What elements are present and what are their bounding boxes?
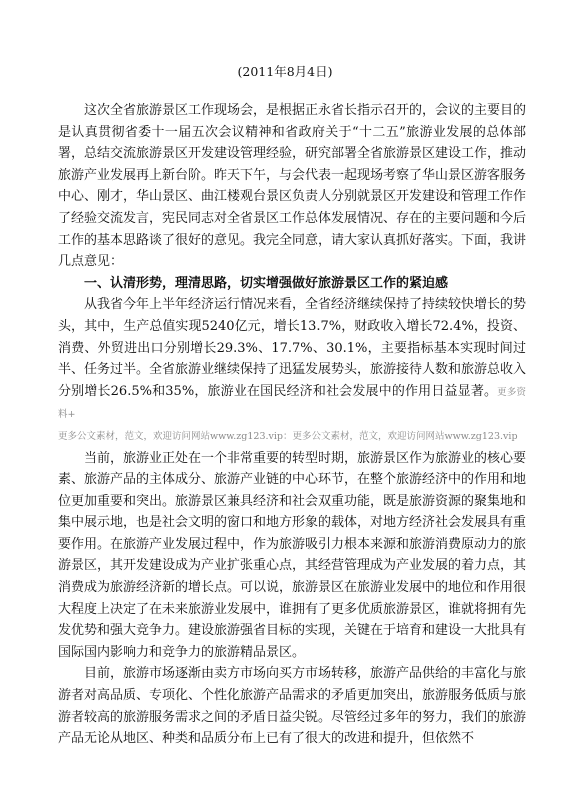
economy-paragraph — [58, 294, 526, 426]
economy-paragraph-text: 从我省今年上半年经济运行情况来看，全省经济继续保持了持续较快增长的势头，其中，生产总值实现5240亿元，增长13.7%，财政收入增长72.4%，投资、消费、外贸进出口分别增长29.3%、17.7%、30.1%，主要指标基本实现时间过半、任务过半。全省旅游业继续保持了迅猛发展势头，旅游接待人数和旅游总收入分别增长26.5%和35%，旅游业在国民经济和社会发展中的作用日益显著。 — [58, 297, 527, 399]
intro-paragraph: 这次全省旅游景区工作现场会，是根据正永省长指示召开的，会议的主要目的是认真贯彻省委十一届五次会议精神和省政府关于“十二五”旅游业发展的总体部署，总结交流旅游景区开发建设管理经验，研究部署全省旅游景区建设工作，推动旅游产业发展再上新台阶。昨天下午，与会代表一起现场考察了华山景区游客服务中心、刚才，华山景区、曲江楼观台景区负责人分别就景区开发建设和管理工作作了经验交流发言，宪民同志对全省景区工作总体发展情况、存在的主要问题和今后工作的基本思路谈了很好的意见。我完全同意，请大家认真抓好落实。下面，我讲几点意见： — [58, 103, 527, 270]
market-paragraph: 目前，旅游市场逐渐由卖方市场向买方市场转移，旅游产品供给的丰富化与旅游者对高品质、专项化、个性化旅游产品需求的矛盾更加突出，旅游服务低质与旅游者较高的旅游服务需求之间的矛盾日益尖锐。尽管经过多年的努力，我们的旅游产品无论从地区、种类和品质分布上已有了很大的改进和提升，但依然不 — [58, 666, 527, 747]
watermark-line: 更多公文素材，范文，欢迎访问网站www.zg123.vip：更多公文素材，范文，欢迎访问网站www.zg123.vip — [58, 430, 518, 442]
speech-date: (2011年8月4日) — [237, 64, 333, 79]
watermark-tail: 更多资料+ — [58, 386, 526, 421]
section-heading-1: 一、认清形势，理清思路，切实增强做好旅游景区工作的紧迫感 — [84, 275, 449, 291]
document-body — [58, 100, 526, 750]
transition-paragraph: 当前，旅游业正处在一个非常重要的转型时期，旅游景区作为旅游业的核心要素、旅游产品的主体成分、旅游产业链的中心环节，在整个旅游经济中的作用和地位更加重要和突出。旅游景区兼具经济和社会双重功能，既是旅游资源的聚集地和集中展示地，也是社会文明的窗口和地方形象的载体，对地方经济社会发展具有重要作用。在旅游产业发展过程中，作为旅游吸引力根本来源和旅游消费原动力的旅游景区，其开发建设成为产业扩张重心点，其经营管理成为产业发展的着力点，其消费成为旅游经济新的增长点。可以说，旅游景区在旅游业发展中的地位和作用很大程度上决定了在未来旅游业发展中，谁拥有了更多优质旅游景区，谁就将拥有先发优势和强大竞争力。建设旅游强省目标的实现，关键在于培育和建设一大批具有国际国内影响力和竞争力的旅游精品景区。 — [58, 450, 527, 660]
